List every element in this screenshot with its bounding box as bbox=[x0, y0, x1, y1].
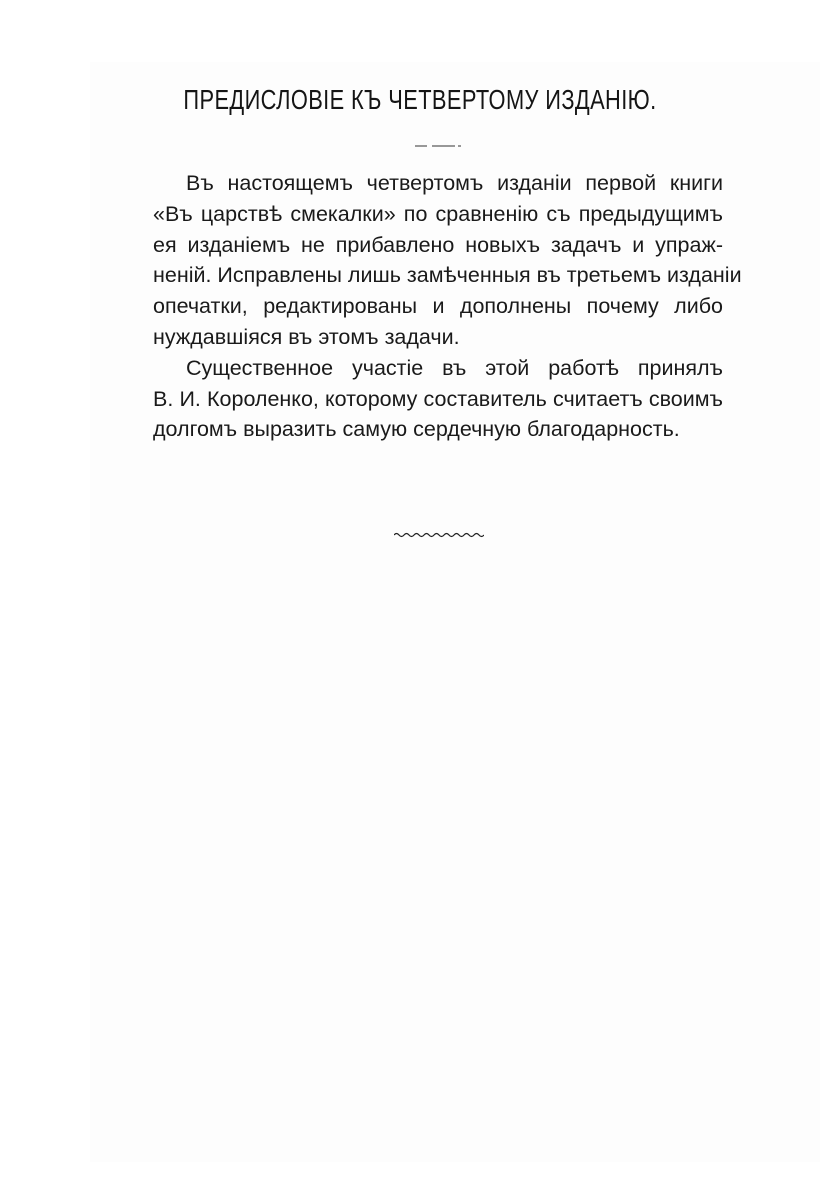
paragraph-2-line: В. И. Короленко, которому составитель считаетъ своимъ bbox=[153, 386, 723, 411]
paragraph-1-line: нуждавшiяся въ этомъ задачи. bbox=[153, 324, 460, 349]
preface-body bbox=[153, 168, 742, 445]
paragraph-1-line: Въ настоящемъ четвертомъ изданiи первой книги bbox=[186, 171, 723, 195]
title-rule-ornament bbox=[415, 143, 461, 149]
page-title: ПРЕДИСЛОВIЕ КЪ ЧЕТВЕРТОМУ ИЗДАНIЮ. bbox=[183, 84, 657, 115]
end-ornament bbox=[394, 530, 484, 540]
paragraph-2-line: Существенное участiе въ этой работѣ принялъ bbox=[186, 355, 723, 380]
paragraph-1-line: «Въ царствѣ смекалки» по сравненiю съ предыдущимъ bbox=[153, 201, 723, 226]
paragraph-1-line: опечатки, редактированы и дополнены почему либо bbox=[153, 294, 723, 319]
paragraph-2-line: долгомъ выразить самую сердечную благодарность. bbox=[153, 417, 680, 442]
paragraph-1-line: ненiй. Исправлены лишь замѣченныя въ третьемъ изданiи bbox=[153, 263, 742, 288]
paragraph-1-line: ея изданiемъ не прибавлено новыхъ задачъ и упраж- bbox=[153, 232, 723, 257]
